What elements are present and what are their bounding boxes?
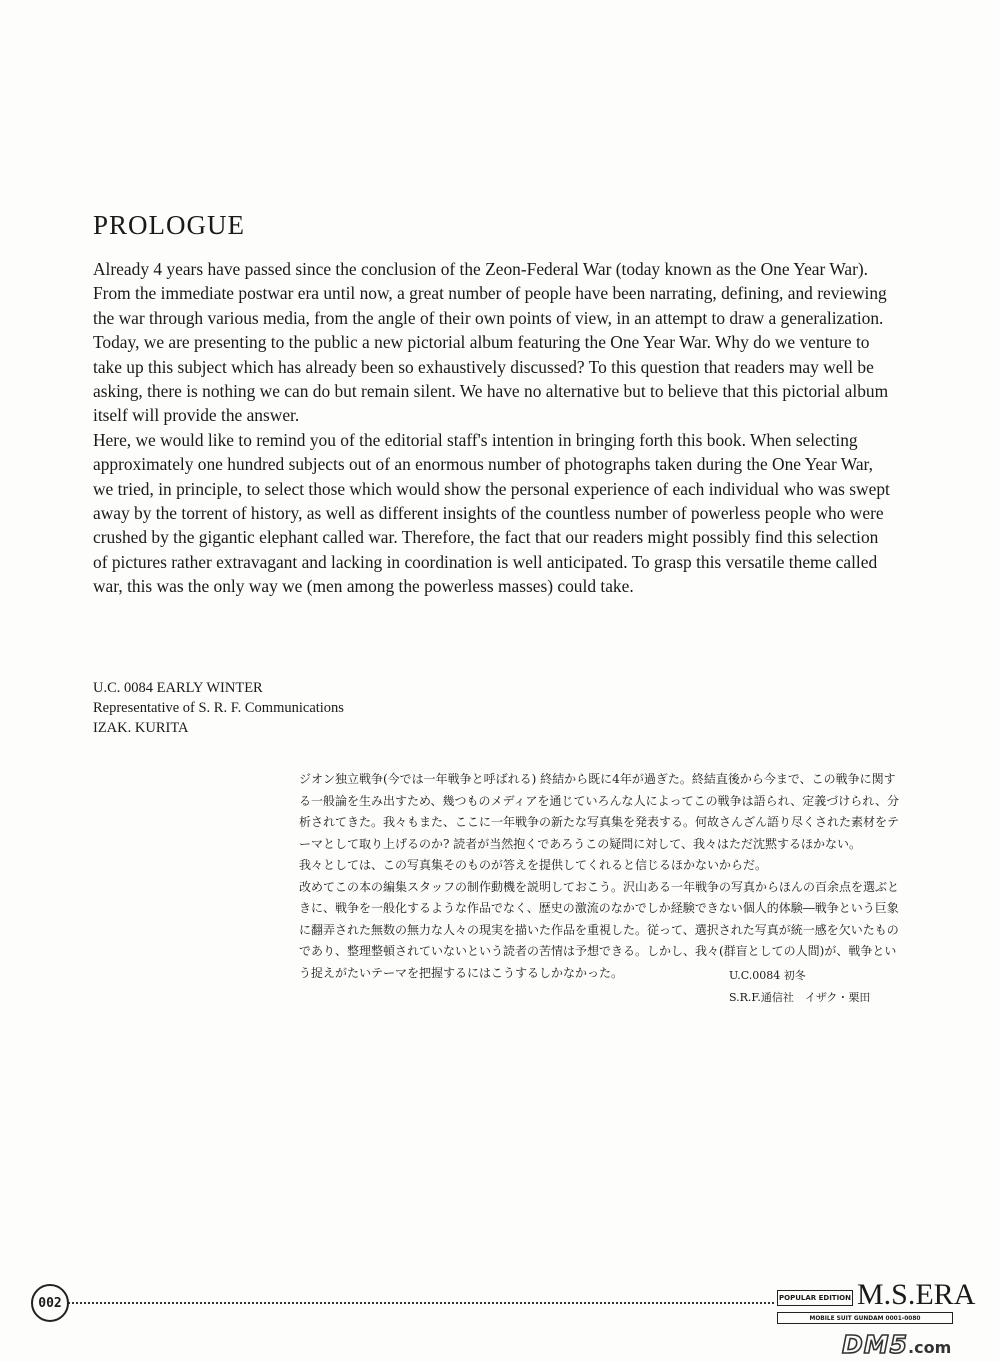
watermark-logo: DM5 [842, 1330, 909, 1359]
edition-label: POPULAR EDITION [777, 1290, 853, 1306]
signature-name: IZAK. KURITA [93, 720, 189, 736]
jp-paragraph-1: ジオン独立戦争(今では一年戦争と呼ばれる) 終結から既に4年が過ぎた。終結直後から今まで、この戦争に関する一般論を生み出すため、幾つものメディアを通じていろんな人によってこの戦争は語られ、定義づけられ、分析されてきた。我々もまた、ここに一年戦争の新たな写真集を発表する。何故さんざん語り尽くされた素材をテーマとして取り上げるのか? 読者が当然抱くであろうこの疑問に対して、我々はただ沈黙するほかない。 [299, 772, 900, 851]
english-signature [93, 678, 344, 738]
prologue-japanese-body [299, 769, 899, 984]
jp-paragraph-3: 改めてこの本の編集スタッフの制作動機を説明しておこう。沢山ある一年戦争の写真からほんの百余点を選ぶときに、戦争を一般化するような作品でなく、歴史の激流のなかでしか経験できない個人的体験―戦争という巨象に翻弄された無数の無力な人々の現実を描いた作品を重視した。従って、選択された写真が統一感を欠いたものであり、整理整頓されていないという読者の苦情は予想できる。しかし、我々(群盲としての人間)が、戦争という捉えがたいテーマを把握するにはこうするしかなかった。 [299, 879, 900, 980]
jp-paragraph-2: 我々としては、この写真集そのものが答えを提供してくれると信じるほかないからだ。 [299, 858, 768, 872]
signature-date: U.C. 0084 EARLY WINTER [93, 680, 263, 696]
prologue-english-body [93, 257, 893, 599]
signature-role: Representative of S. R. F. Communications [93, 700, 344, 716]
site-watermark [842, 1330, 951, 1360]
book-brand-logo [777, 1278, 976, 1330]
footer-dotted-rule [68, 1302, 774, 1304]
prologue-paragraph-1: Already 4 years have passed since the conclusion of the Zeon-Federal War (today known as the One Year War). From the immediate postwar era until now, a great number of people have been narrating, defining, and reviewing the war through various media, from the angle of their own points of view, in an attempt to draw a generalization. Today, we are presenting to the public a new pictorial album featuring the One Year War. Why do we venture to take up this subject which has already been so exhaustively discussed? To this question that readers may well be asking, there is nothing we can do but remain silent. We have no alternative but to believe that this pictorial album itself will provide the answer. [93, 259, 889, 426]
book-title: M.S.ERA [857, 1278, 976, 1311]
book-subtitle: MOBILE SUIT GUNDAM 0001-0080 [777, 1312, 953, 1324]
japanese-signature [729, 965, 870, 1009]
jp-signature-org-name: S.R.F.通信社 イザク・栗田 [729, 991, 871, 1004]
prologue-paragraph-2: Here, we would like to remind you of the editorial staff's intention in bringing forth this book. When selecting approximately one hundred subjects out of an enormous number of photographs taken during the One Year War, we tried, in principle, to select those which would show the personal experience of each individual who was swept away by the torrent of history, as well as different insights of the countless number of powerless people who were crushed by the gigantic elephant called war. Therefore, the fact that our readers might possibly find this selection of pictures rather extravagant and lacking in coordination is well anticipated. To grasp this versatile theme called war, this was the only way we (men among the powerless masses) could take. [93, 429, 890, 597]
watermark-suffix: .com [908, 1338, 952, 1357]
jp-signature-date: U.C.0084 初冬 [729, 969, 806, 982]
page-number-badge: 002 [31, 1284, 69, 1322]
page-heading: PROLOGUE [93, 210, 246, 240]
